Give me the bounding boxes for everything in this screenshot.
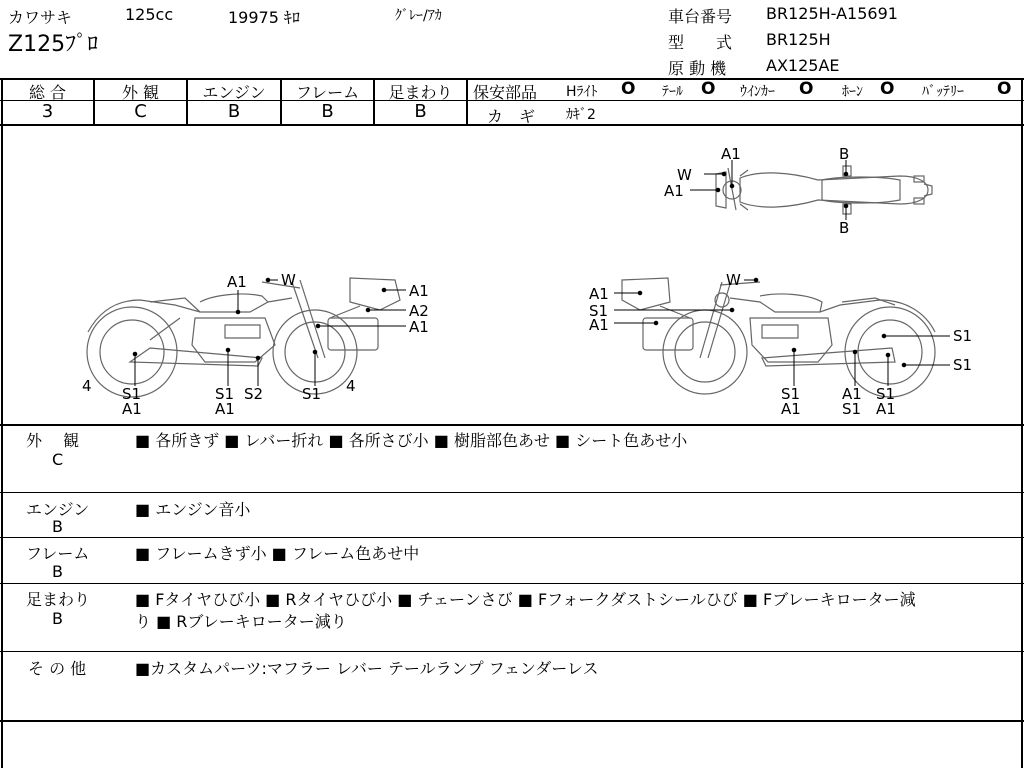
right-mark-s1-engine: S1: [781, 385, 801, 403]
right-mark-a1-muffler: A1: [876, 400, 896, 418]
grade-value-suspension: B: [414, 101, 427, 122]
left-mark-s2: S2: [244, 385, 264, 403]
left-mark-s1-muffler: S1: [122, 385, 142, 403]
left-mark-4-rear: 4: [82, 377, 92, 395]
safety-mark-taillight: O: [701, 79, 716, 99]
frame-no-label: 車台番号: [668, 7, 733, 26]
right-mark-a1-cowl: A1: [589, 316, 609, 334]
safety-item-winker: ｳｲﾝｶｰ: [740, 84, 775, 100]
section-detail-line: ■ エンジン音小: [135, 500, 251, 519]
left-mark-a1-tank: A1: [227, 273, 247, 291]
grade-value-engine: B: [227, 101, 241, 122]
top-mark-w: W: [677, 166, 692, 184]
left-mark-a1-muffler: A1: [122, 400, 142, 418]
border-sec-3: [0, 583, 1024, 584]
left-mark-a1-screen: A1: [409, 282, 429, 300]
section-grade: C: [52, 450, 64, 469]
left-mark-4-front: 4: [346, 377, 356, 395]
right-mark-s1-exhaust: S1: [842, 400, 862, 418]
section-title: エンジン: [26, 500, 90, 519]
safety-mark-headlight: O: [621, 79, 636, 99]
top-mark-b-upper: B: [839, 145, 850, 163]
safety-item-taillight: ﾃｰﾙ: [662, 84, 683, 100]
right-mark-a1-screen: A1: [589, 285, 609, 303]
displacement: 125cc: [125, 5, 174, 24]
section-grade: B: [52, 609, 63, 628]
grade-label-engine: エンジン: [202, 83, 266, 102]
right-mark-s1-rear: S1: [953, 356, 973, 374]
type-value: BR125H: [766, 30, 831, 49]
left-mark-w: W: [281, 271, 296, 289]
left-mark-s1-engine: S1: [215, 385, 235, 403]
border-sec-5: [0, 720, 1024, 722]
safety-mark-horn: O: [880, 79, 895, 99]
section-title: 外 観: [26, 431, 80, 450]
section-detail-line: り ■ Rブレーキローター減り: [135, 612, 347, 631]
section-grade: B: [52, 517, 63, 536]
grade-divider-5: [466, 78, 468, 124]
left-mark-s1-front: S1: [302, 385, 322, 403]
engine-value: AX125AE: [766, 56, 840, 75]
border-sec-1: [0, 492, 1024, 493]
section-detail-line: ■ 各所きず ■ レバー折れ ■ 各所さび小 ■ 樹脂部色あせ ■ シート色あせ小: [135, 431, 688, 450]
top-mark-a1-lower: A1: [664, 182, 684, 200]
right-mark-s1-fork: S1: [589, 302, 609, 320]
safety-item-headlight: Hﾗｲﾄ: [566, 84, 598, 100]
safety-item-battery: ﾊﾞｯﾃﾘｰ: [922, 84, 964, 100]
safety-label: 保安部品: [473, 83, 538, 102]
right-mark-a1-exhaust: A1: [842, 385, 862, 403]
border-sec-4: [0, 651, 1024, 652]
section-title: 足まわり: [26, 590, 91, 609]
section-detail-line: ■ Fタイヤひび小 ■ Rタイヤひび小 ■ チェーンさび ■ Fフォークダストシールひび ■ Fブレーキローター減: [135, 590, 916, 609]
section-title: フレーム: [26, 544, 90, 563]
safety-mark-winker: O: [799, 79, 814, 99]
section-title: そ の 他: [28, 659, 87, 678]
color: ｸﾞﾚｰ/ｱｶ: [395, 8, 442, 24]
right-mark-s1-tail: S1: [953, 327, 973, 345]
right-mark-s1-muffler: S1: [876, 385, 896, 403]
section-detail-line: ■カスタムパーツ:マフラー レバー テールランプ フェンダーレス: [135, 659, 599, 678]
grade-label-overall: 総 合: [28, 83, 67, 102]
section-detail-line: ■ フレームきず小 ■ フレーム色あせ中: [135, 544, 420, 563]
grade-value-overall: 3: [41, 101, 54, 122]
left-mark-a2: A2: [409, 302, 429, 320]
safety-item-horn: ﾎｰﾝ: [842, 84, 863, 100]
damage-diagram: [0, 126, 1022, 423]
key-label: カ ギ: [487, 107, 536, 126]
grade-value-frame: B: [321, 101, 334, 122]
grade-label-exterior: 外 観: [121, 83, 160, 102]
right-mark-a1-engine: A1: [781, 400, 801, 418]
top-mark-a1-upper: A1: [721, 145, 741, 163]
grade-label-frame: フレーム: [295, 83, 360, 102]
grade-value-exterior: C: [134, 101, 147, 122]
model-name: Z125ﾌﾟﾛ: [8, 32, 99, 57]
border-sec-2: [0, 537, 1024, 538]
type-label: 型 式: [668, 33, 733, 52]
border-top-sections: [0, 424, 1024, 426]
maker: カワサキ: [8, 8, 73, 27]
frame-no: BR125H-A15691: [766, 4, 898, 23]
section-grade: B: [52, 562, 63, 581]
engine-label: 原 動 機: [668, 59, 727, 78]
left-mark-a1-fork: A1: [409, 318, 429, 336]
key-value: ｶｷﾞ2: [566, 107, 596, 123]
mileage: 19975 ｷﾛ: [228, 8, 300, 27]
bike-top-view: [716, 166, 932, 214]
right-mark-w: W: [726, 271, 741, 289]
top-mark-b-lower: B: [839, 219, 850, 237]
safety-mark-battery: O: [997, 79, 1012, 99]
grade-label-suspension: 足まわり: [388, 83, 453, 102]
left-mark-a1-engine: A1: [215, 400, 235, 418]
